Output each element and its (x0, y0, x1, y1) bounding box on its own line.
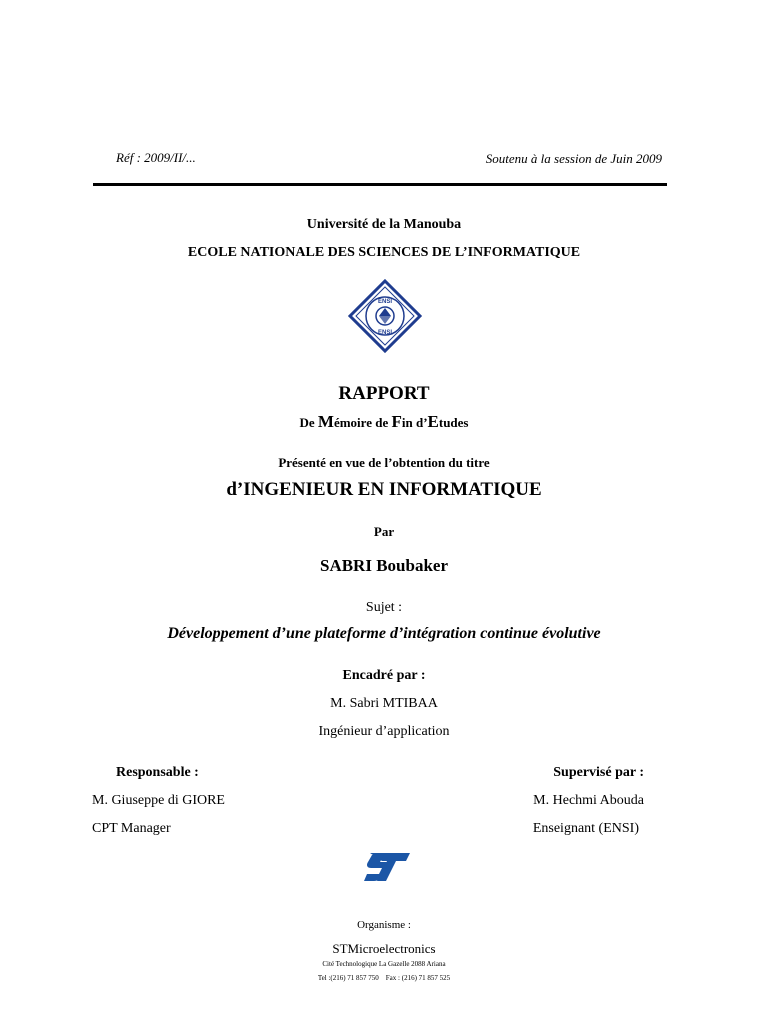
supervisor-name: M. Sabri MTIBAA (330, 696, 438, 711)
academic-supervisor-name: M. Hechmi Abouda (533, 793, 644, 808)
subject-title: Développement d’une plateforme d’intégration continue évolutive (167, 625, 601, 642)
by-label: Par (373, 524, 395, 539)
academic-supervisor-role: Enseignant (ENSI) (532, 821, 639, 836)
reference-number: Réf : 2009/II/... (116, 150, 196, 165)
organisation-phone-fax: Tel :(216) 71 857 750 Fax : (216) 71 857 525 (317, 974, 451, 982)
supervisor-label: Encadré par : (342, 668, 426, 683)
school-name: ECOLE NATIONALE DES SCIENCES DE L’INFORMATIQUE (187, 245, 581, 260)
report-subtitle: De Mémoire de Fin d’Etudes (299, 412, 469, 431)
responsible-name: M. Giuseppe di GIORE (92, 793, 225, 808)
organisation-label: Organisme : (357, 919, 411, 931)
defense-session: Soutenu à la session de Juin 2009 (485, 151, 662, 166)
degree-title: d’INGENIEUR EN INFORMATIQUE (226, 479, 542, 500)
presented-for: Présenté en vue de l’obtention du titre (278, 455, 490, 470)
logo-top-text: ENSI (377, 299, 393, 305)
supervisor-role: Ingénieur d’application (318, 724, 450, 739)
university-name: Université de la Manouba (306, 217, 462, 232)
organisation-name: STMicroelectronics (332, 941, 436, 956)
header-divider (93, 183, 667, 186)
author-name: SABRI Boubaker (319, 556, 448, 575)
subject-label: Sujet : (365, 600, 403, 615)
logo-bottom-text: ENSI (377, 330, 393, 336)
st-logo (360, 851, 412, 883)
report-title: RAPPORT (338, 383, 430, 404)
organisation-address: Cité Technologique La Gazelle 2088 Ariana (322, 960, 446, 968)
responsible-role: CPT Manager (92, 821, 171, 836)
academic-supervisor-label: Supervisé par : (553, 765, 644, 780)
ensi-logo (348, 279, 422, 353)
responsible-label: Responsable : (116, 765, 199, 780)
